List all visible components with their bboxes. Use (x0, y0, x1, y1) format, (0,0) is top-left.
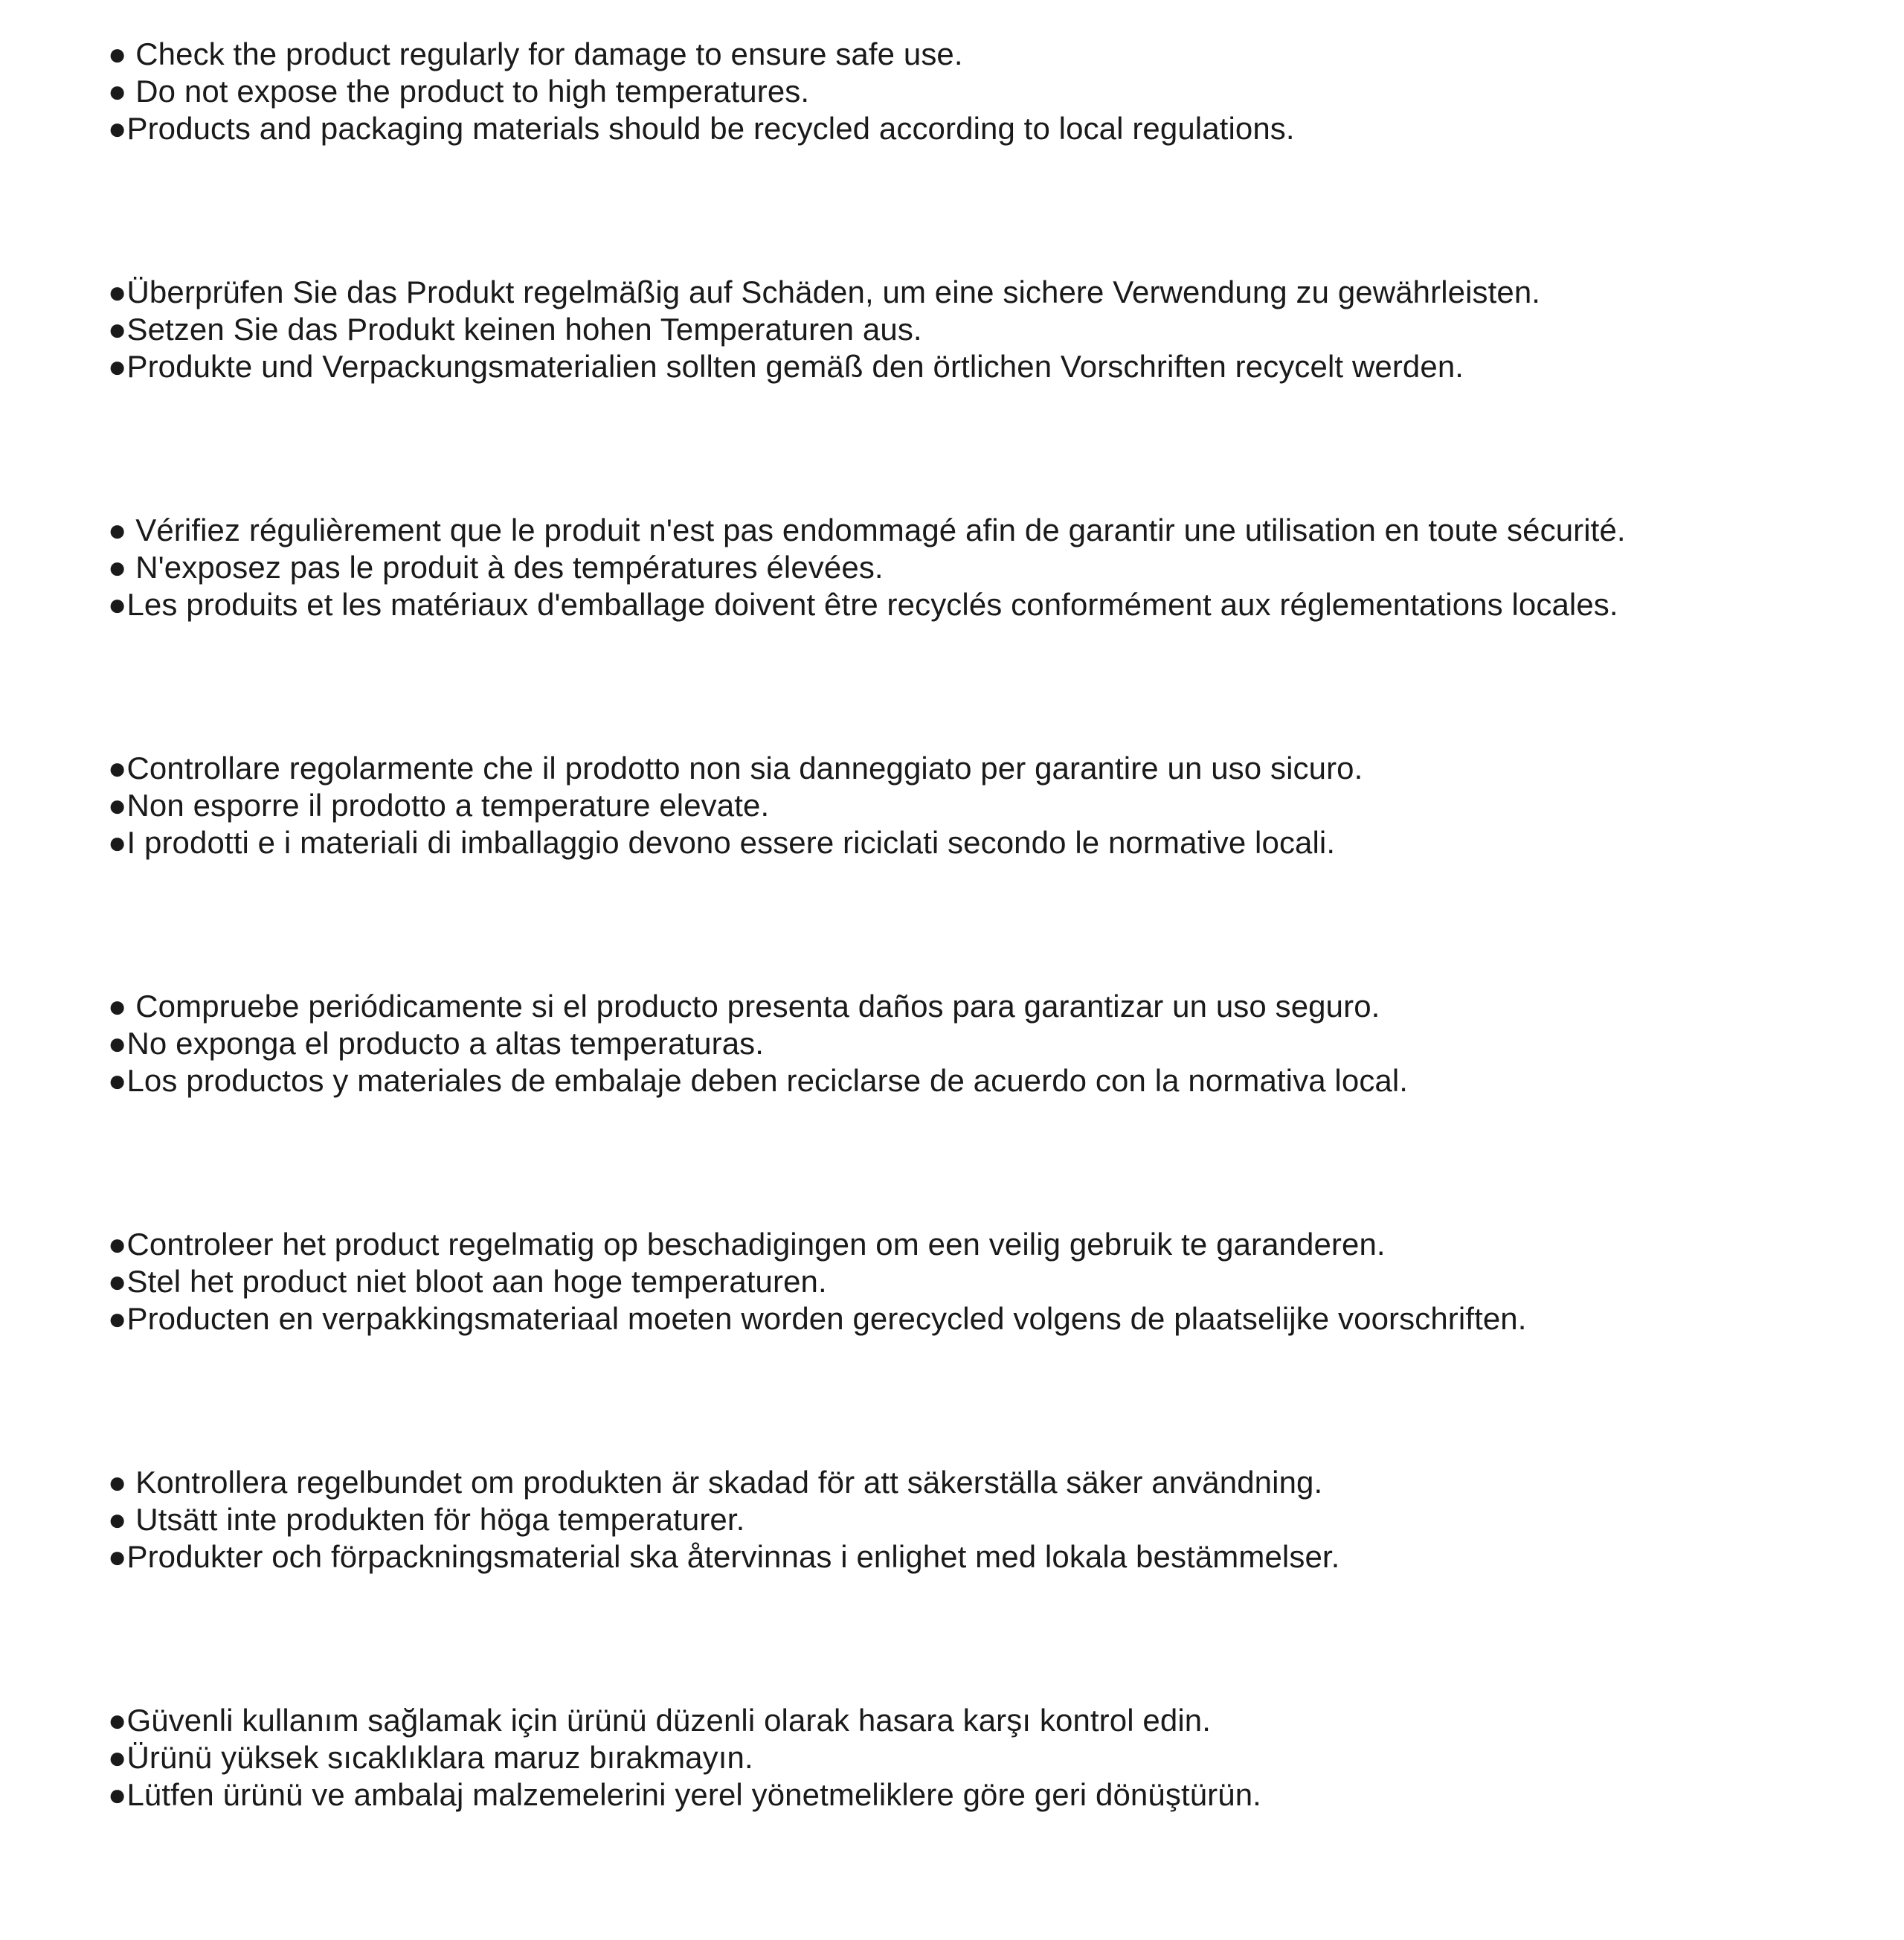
instruction-line: ●Los productos y materiales de embalaje deben reciclarse de acuerdo con la normativa local. (108, 1063, 1409, 1098)
instruction-line: ●No exponga el producto a altas temperaturas. (108, 1026, 765, 1061)
safety-instructions-document (108, 36, 1878, 1940)
section-italian (108, 750, 1878, 988)
instruction-line: ● Kontrollera regelbundet om produkten är skadad för att säkerställa säker användning. (108, 1465, 1323, 1500)
instruction-line: ● N'exposez pas le produit à des températures élevées. (108, 550, 884, 585)
section-english (108, 36, 1878, 274)
section-dutch (108, 1226, 1878, 1464)
instruction-line: ●I prodotti e i materiali di imballaggio devono essere riciclati secondo le normative locali. (108, 825, 1336, 860)
instruction-line: ● Do not expose the product to high temperatures. (108, 74, 810, 109)
instruction-line: ●Überprüfen Sie das Produkt regelmäßig auf Schäden, um eine sichere Verwendung zu gewährleisten. (108, 274, 1541, 309)
instruction-line: ●Products and packaging materials should be recycled according to local regulations. (108, 111, 1295, 146)
instruction-line: ●Setzen Sie das Produkt keinen hohen Temperaturen aus. (108, 312, 922, 347)
instruction-line: ●Les produits et les matériaux d'emballage doivent être recyclés conformément aux réglementations locales. (108, 587, 1618, 622)
instruction-line: ●Producten en verpakkingsmateriaal moeten worden gerecycled volgens de plaatselijke voorschriften. (108, 1301, 1527, 1336)
instruction-line: ● Check the product regularly for damage to ensure safe use. (108, 36, 963, 71)
instruction-line: ●Güvenli kullanım sağlamak için ürünü düzenli olarak hasara karşı kontrol edin. (108, 1703, 1212, 1738)
section-german (108, 274, 1878, 512)
instruction-line: ●Produkte und Verpackungsmaterialien sollten gemäß den örtlichen Vorschriften recycelt werden. (108, 349, 1464, 384)
section-spanish (108, 988, 1878, 1226)
instruction-line: ● Compruebe periódicamente si el producto presenta daños para garantizar un uso seguro. (108, 989, 1380, 1024)
instruction-line: ●Controleer het product regelmatig op beschadigingen om een veilig gebruik te garanderen. (108, 1227, 1386, 1262)
instruction-line: ● Utsätt inte produkten för höga temperaturer. (108, 1502, 745, 1537)
instruction-line: ● Vérifiez régulièrement que le produit n'est pas endommagé afin de garantir une utilisation en toute sécurité. (108, 513, 1626, 547)
section-french (108, 512, 1878, 750)
instruction-line: ●Produkter och förpackningsmaterial ska återvinnas i enlighet med lokala bestämmelser. (108, 1539, 1340, 1574)
section-turkish (108, 1702, 1878, 1940)
instruction-line: ●Non esporre il prodotto a temperature elevate. (108, 788, 770, 823)
section-swedish (108, 1464, 1878, 1702)
instruction-line: ●Stel het product niet bloot aan hoge temperaturen. (108, 1264, 827, 1299)
instruction-line: ●Controllare regolarmente che il prodotto non sia danneggiato per garantire un uso sicuro. (108, 751, 1363, 786)
instruction-line: ●Lütfen ürünü ve ambalaj malzemelerini yerel yönetmeliklere göre geri dönüştürün. (108, 1777, 1261, 1812)
instruction-line: ●Ürünü yüksek sıcaklıklara maruz bırakmayın. (108, 1740, 753, 1775)
